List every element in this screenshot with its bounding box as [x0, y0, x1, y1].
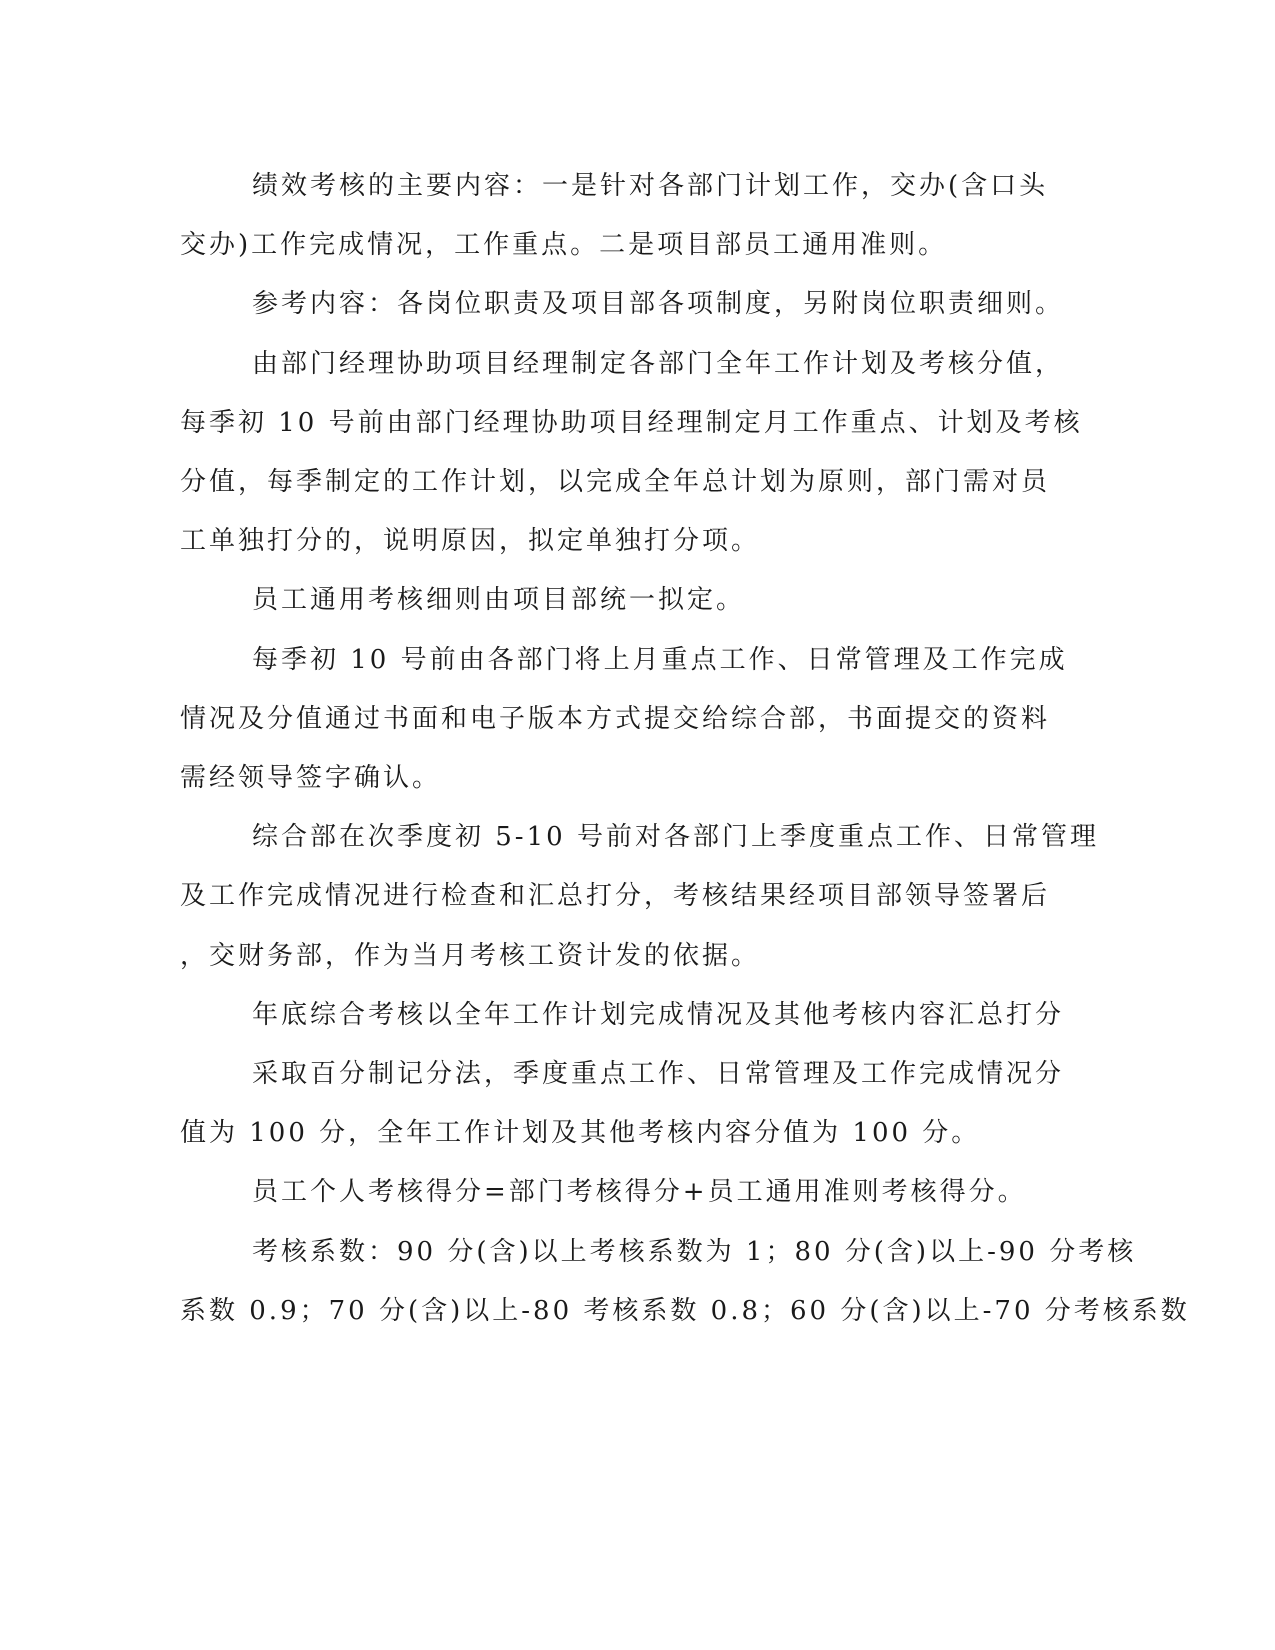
text-line: 情况及分值通过书面和电子版本方式提交给综合部，书面提交的资料	[180, 703, 1051, 734]
text-line: 员工个人考核得分=部门考核得分+员工通用准则考核得分。	[252, 1177, 1027, 1208]
text-line: 员工通用考核细则由项目部统一拟定。	[252, 585, 746, 616]
text-line: 绩效考核的主要内容：一是针对各部门计划工作，交办(含口头	[252, 171, 1049, 201]
text-line: 考核系数：90 分(含)以上考核系数为 1；80 分(含)以上-90 分考核	[252, 1236, 1137, 1267]
paragraph-general-rules	[180, 571, 1040, 630]
text-line: 由部门经理协助项目经理制定各部门全年工作计划及考核分值，	[252, 348, 1065, 379]
paragraph-submission	[180, 631, 1068, 809]
paragraph-assessment-content	[180, 157, 1049, 275]
text-line: 年底综合考核以全年工作计划完成情况及其他考核内容汇总打分	[252, 999, 1065, 1030]
paragraph-scoring-method	[180, 1045, 1065, 1163]
paragraph-coefficients	[180, 1223, 1190, 1341]
document-body	[180, 157, 1190, 1341]
text-line: 工单独打分的，说明原因，拟定单独打分项。	[180, 526, 761, 557]
paragraph-year-end	[180, 986, 1065, 1045]
text-line: 及工作完成情况进行检查和汇总打分，考核结果经项目部领导签署后	[180, 881, 1051, 912]
text-line: 值为 100 分，全年工作计划及其他考核内容分值为 100 分。	[180, 1118, 981, 1149]
text-line: 系数 0.9；70 分(含)以上-80 考核系数 0.8；60 分(含)以上-70 分考核系数	[180, 1295, 1190, 1326]
paragraph-review-scoring	[180, 808, 1099, 986]
text-line: 综合部在次季度初 5-10 号前对各部门上季度重点工作、日常管理	[252, 822, 1099, 853]
text-line: 采取百分制记分法，季度重点工作、日常管理及工作完成情况分	[252, 1059, 1065, 1090]
text-line: 分值，每季制定的工作计划，以完成全年总计划为原则，部门需对员	[180, 467, 1051, 498]
text-line: 参考内容：各岗位职责及项目部各项制度，另附岗位职责细则。	[252, 289, 1065, 320]
text-line: 需经领导签字确认。	[180, 763, 442, 794]
text-line: 每季初 10 号前由各部门将上月重点工作、日常管理及工作完成	[252, 644, 1068, 675]
text-line: 交办)工作完成情况，工作重点。二是项目部员工通用准则。	[180, 230, 948, 261]
text-line: 每季初 10 号前由部门经理协助项目经理制定月工作重点、计划及考核	[180, 407, 1083, 438]
paragraph-annual-plan	[180, 335, 1083, 572]
paragraph-individual-score	[180, 1163, 1040, 1222]
text-line: ，交财务部，作为当月考核工资计发的依据。	[180, 940, 761, 971]
paragraph-reference-content	[180, 275, 1065, 334]
